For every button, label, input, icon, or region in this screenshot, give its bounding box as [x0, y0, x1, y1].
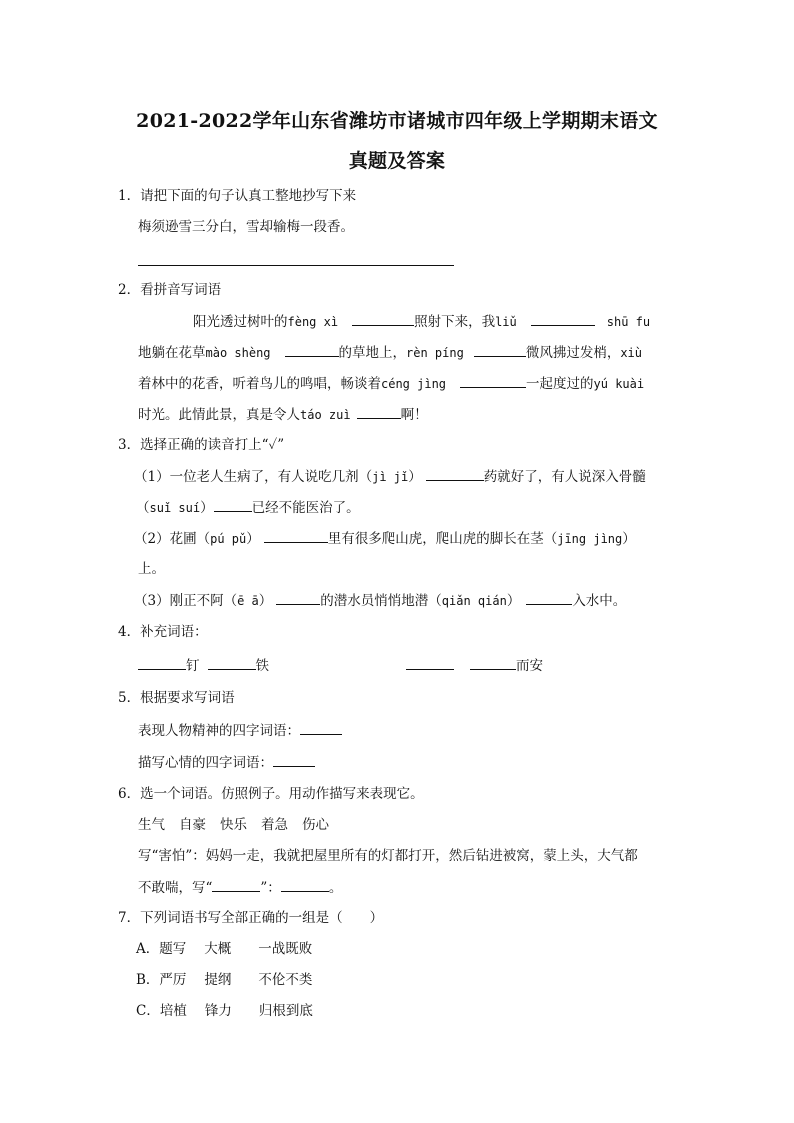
q3-text: ）	[622, 531, 636, 547]
q6-word[interactable]: 伤心	[302, 817, 329, 833]
pinyin-option[interactable]: suǐ suí	[149, 501, 201, 515]
question-1-heading: 1．请把下面的句子认真工整地抄写下来	[118, 188, 357, 204]
answer-blank[interactable]	[531, 311, 595, 326]
q5-text: 描写心情的四字词语：	[138, 755, 273, 771]
question-4-heading: 4．补充词语：	[118, 624, 208, 640]
q6-text: 不敢喘，写“	[138, 880, 213, 896]
q6-word[interactable]: 快乐	[220, 817, 247, 833]
q3-text: 已经不能医治了。	[251, 500, 360, 516]
document-title-line-1: 2021-2022学年山东省潍坊市诸城市四年级上学期期末语文	[136, 110, 658, 132]
option-word: 归根到底	[258, 1003, 313, 1019]
q3-text: ）	[408, 469, 422, 485]
option-label: A．	[136, 941, 160, 957]
pinyin-renping: rèn píng	[406, 346, 464, 360]
q3-text: 药就好了，有人说深入骨髓	[483, 469, 646, 485]
q2-line-4	[138, 404, 428, 425]
q3-item-2-line-2: 上。	[138, 561, 165, 577]
answer-blank[interactable]	[285, 342, 339, 357]
pinyin-option[interactable]: ē ā	[237, 594, 259, 608]
answer-blank[interactable]	[357, 404, 401, 419]
answer-blank[interactable]	[526, 590, 572, 605]
q2-text: 阳光透过树叶的	[193, 314, 288, 330]
answer-blank[interactable]	[138, 655, 186, 670]
question-6-heading: 6．选一个词语。仿照例子。用动作描写来表现它。	[118, 786, 424, 802]
option-word: 培植	[159, 1003, 187, 1019]
answer-blank[interactable]	[474, 342, 526, 357]
q3-text: ）	[200, 500, 214, 516]
option-word: 锋力	[204, 1003, 232, 1019]
q3-item-1-line-2	[136, 497, 360, 518]
answer-blank[interactable]	[208, 655, 256, 670]
q2-text: 一起度过的	[526, 376, 594, 392]
answer-blank[interactable]	[276, 590, 320, 605]
copy-answer-line[interactable]	[138, 265, 454, 266]
pinyin-option[interactable]: qiǎn qián	[441, 594, 507, 608]
question-3-heading: 3．选择正确的读音打上“✓”	[118, 437, 285, 453]
question-5-heading: 5．根据要求写词语	[118, 690, 235, 706]
document-title-line-2: 真题及答案	[348, 150, 446, 172]
option-label: C．	[136, 1003, 160, 1019]
q2-text: 的草地上，	[338, 345, 407, 361]
pinyin-cengjing: céng jìng	[381, 377, 447, 391]
q3-item-1-line-1	[134, 466, 646, 487]
pinyin-option[interactable]: jīng jìng	[557, 532, 623, 546]
pinyin-yukuai: yú kuài	[593, 377, 645, 391]
option-word: 题写	[159, 941, 187, 957]
pinyin-xiu: xiù	[620, 346, 643, 360]
pinyin-liu: liǔ	[495, 315, 517, 329]
answer-blank[interactable]	[406, 655, 454, 670]
q7-option-b[interactable]	[136, 970, 312, 990]
q5-text: 表现人物精神的四字词语：	[138, 723, 300, 739]
q6-word[interactable]: 生气	[138, 817, 165, 833]
q3-text: ）	[246, 531, 260, 547]
q2-line-1	[193, 311, 650, 332]
option-label: B．	[136, 972, 160, 988]
q3-text: （	[136, 500, 150, 516]
q3-text: 的潜水员悄悄地潜（	[320, 593, 442, 609]
q3-text: ）	[506, 593, 521, 609]
q2-text: 啊！	[400, 407, 428, 423]
q6-text: 。	[328, 880, 343, 896]
pinyin-shufu: shū fu	[606, 315, 651, 329]
q3-item-2-line-1	[134, 528, 636, 549]
q2-text: 微风拂过发梢，	[525, 345, 621, 361]
pinyin-fengxi: fèng xì	[287, 315, 339, 329]
pinyin-option[interactable]: pú pǔ	[210, 532, 247, 546]
q6-example-line-1: 写“害怕”：妈妈一走，我就把屋里所有的灯都打开，然后钻进被窝，蒙上头，大气都	[138, 848, 638, 864]
q3-item-3	[134, 590, 626, 611]
q4-word: 钉	[186, 658, 200, 674]
question-1-sentence: 梅须逊雪三分白，雪却输梅一段香。	[138, 219, 354, 235]
q2-text: 地躺在花草	[138, 345, 206, 361]
q3-text: （2）花圃（	[134, 531, 211, 547]
q3-text: （1）一位老人生病了，有人说吃几剂（	[134, 469, 373, 485]
q2-text: 时光。此情此景，真是令人	[138, 407, 300, 423]
pinyin-maosheng: mào shèng	[205, 346, 271, 360]
answer-blank[interactable]	[300, 720, 342, 735]
q3-text: 里有很多爬山虎，爬山虎的脚长在茎（	[327, 531, 558, 547]
q2-line-3	[138, 373, 644, 394]
q6-word-list	[138, 815, 329, 835]
answer-blank[interactable]	[214, 497, 252, 512]
q6-example-line-2	[138, 877, 342, 898]
answer-blank[interactable]	[470, 655, 516, 670]
q6-text: ”：	[260, 880, 281, 896]
q4-idiom-1	[138, 655, 269, 676]
q5-item-2	[138, 752, 315, 773]
pinyin-option[interactable]: jì jǐ	[372, 470, 409, 484]
q7-option-a[interactable]	[136, 939, 312, 959]
answer-blank[interactable]	[212, 877, 260, 892]
option-word: 一战既败	[258, 941, 313, 957]
q5-item-1	[138, 720, 342, 741]
q4-word: 而安	[516, 658, 543, 674]
q7-option-c[interactable]	[136, 1001, 313, 1021]
question-2-heading: 2．看拼音写词语	[118, 282, 222, 298]
option-word: 严厉	[159, 972, 187, 988]
option-word: 提纲	[204, 972, 232, 988]
answer-blank[interactable]	[281, 877, 329, 892]
answer-blank[interactable]	[264, 528, 328, 543]
option-word: 大概	[204, 941, 232, 957]
q2-text: 照射下来，我	[414, 314, 496, 330]
q6-word[interactable]: 自豪	[179, 817, 206, 833]
q3-text: ）	[258, 593, 273, 609]
answer-blank[interactable]	[273, 752, 315, 767]
option-word: 不伦不类	[258, 972, 313, 988]
q2-text: 着林中的花香，听着鸟儿的鸣唱，畅谈着	[138, 376, 381, 392]
answer-blank[interactable]	[426, 466, 484, 481]
q3-text: 入水中。	[572, 593, 627, 609]
answer-blank[interactable]	[352, 311, 414, 326]
q6-word[interactable]: 着急	[261, 817, 288, 833]
pinyin-taozui: táo zuì	[300, 408, 351, 422]
q3-text: （3）刚正不阿（	[134, 593, 238, 609]
q4-word: 铁	[255, 658, 269, 674]
answer-blank[interactable]	[460, 373, 526, 388]
question-7-heading: 7．下列词语书写全部正确的一组是（ ）	[118, 910, 384, 926]
q4-idiom-2	[406, 655, 543, 676]
q2-line-2	[138, 342, 642, 363]
